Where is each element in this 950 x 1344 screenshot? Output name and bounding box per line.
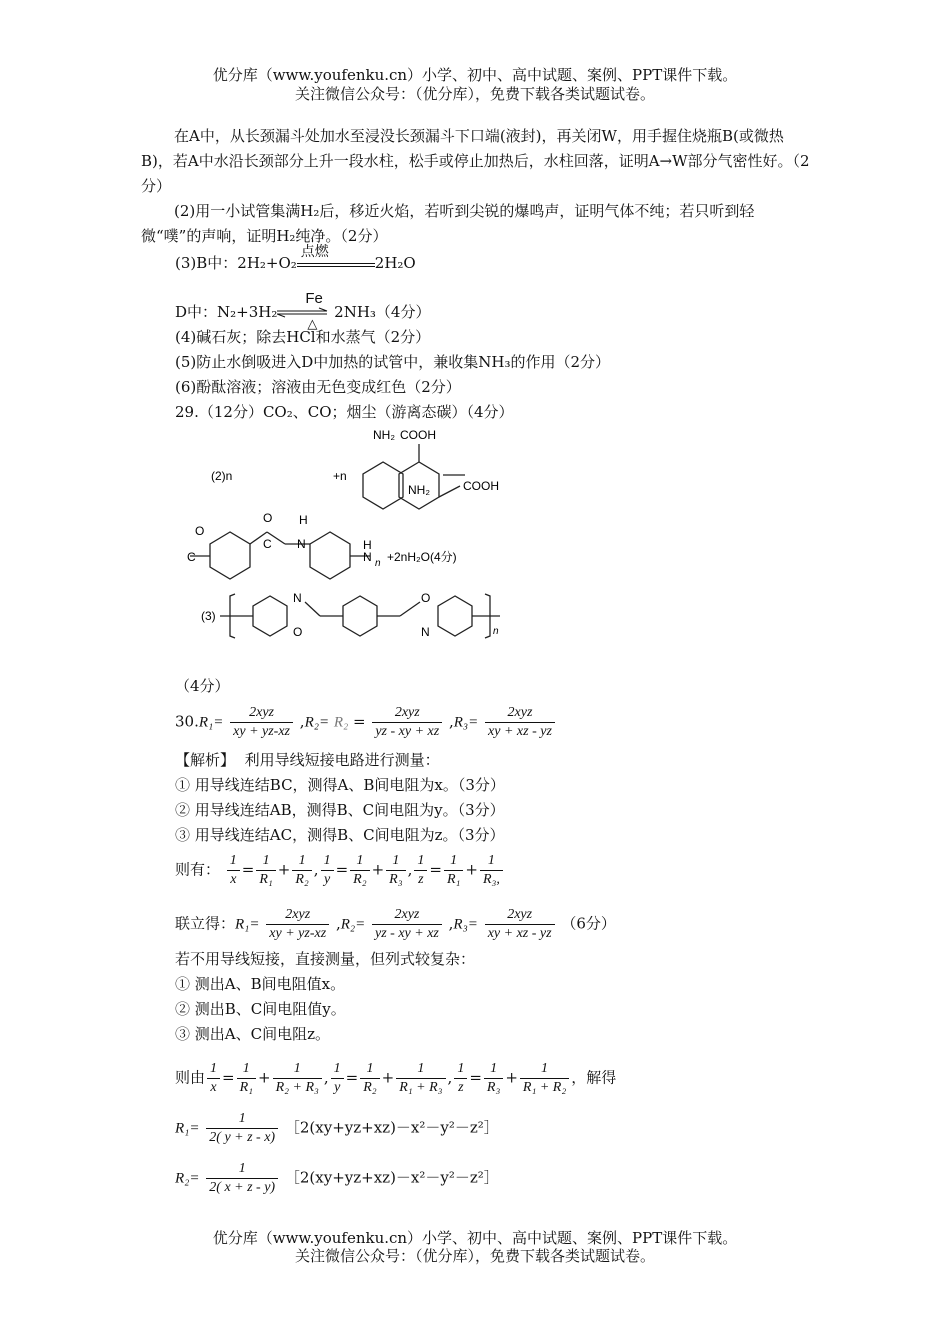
step-3: ③ 用导线连结AC，测得B、C间电阻为z。（3分） xyxy=(175,826,505,844)
q29-label-3: (3) xyxy=(201,609,216,623)
oxazole-o-right: O xyxy=(421,591,431,605)
header-line-2: 关注微信公众号：（优分库），免费下载各类试题试卷。 xyxy=(294,85,655,103)
then-equations: 则有： $\frac{1}{x}$ = $\frac{1}{\text{R₁}}$ + $\frac{1}{\text{R₂}}$ , $\frac{1}{y}$ = $\frac{1}{\text{R₂}}$ + $\frac{1}{\text{R₃}}$ , $\frac{1}{z}$ = $\frac{1}{\text{R₁}}$ + $\frac{1}{\text{R₃,}}$ xyxy=(175,852,505,889)
q28-paragraph-1: 在A中，从长颈漏斗处加水至浸没长颈漏斗下口端(液封)，再关闭W，用手握住烧瓶B(或微热B)，若A中水沿长颈部分上升一段水柱，松手或停止加热后，水柱回落，证明A→W部分气密性好。（2分） xyxy=(141,127,810,195)
amine-n: N xyxy=(363,550,372,564)
oxazole-n-right: N xyxy=(421,625,430,639)
nh2-side: NH₂ xyxy=(408,483,430,497)
eq-b-product: 2H₂O xyxy=(374,254,416,272)
amide-h: H xyxy=(299,513,308,527)
r2-bracket: ［2(xy+yz+xz)－x²－y²－z²］ xyxy=(284,1168,499,1187)
eq-b-reactants: (3)B中：2H₂+O₂ xyxy=(175,254,297,272)
then-label: 则有： xyxy=(175,860,221,879)
solved-label: ，解得 xyxy=(571,1068,617,1087)
eq-d-heat: △ xyxy=(307,317,318,332)
eq-d-product: 2NH₃（4分） xyxy=(334,303,431,321)
q30-label: 30. xyxy=(175,712,199,731)
footer-line-1: 优分库（www.youfenku.cn）小学、初中、高中试题、案例、PPT课件下载。 xyxy=(212,1229,738,1247)
r1-bracket: ［2(xy+yz+xz)－x²－y²－z²］ xyxy=(284,1118,499,1137)
carbon-c-2: C xyxy=(263,537,272,551)
r1-general: R₁= $\frac{1}{2( y + z - x)}$ ［2(xy+yz+xz)－x²－y²－z²］ xyxy=(175,1111,499,1145)
q28-equation-d xyxy=(175,290,431,332)
amine-h: H xyxy=(363,538,372,552)
water-byproduct: +2nH₂O(4分) xyxy=(387,550,457,564)
q28-answer-4: (4)碱石灰；除去HCl和水蒸气（2分） xyxy=(175,328,431,346)
q28-equation-b xyxy=(175,244,416,273)
analysis-text: 利用导线短接电路进行测量： xyxy=(244,751,440,769)
analysis-title: 【解析】 xyxy=(175,751,236,769)
amide-n: N xyxy=(297,537,306,551)
measure-3: ③ 测出A、C间电阻z。 xyxy=(175,1025,330,1043)
cooh-top: COOH xyxy=(400,428,436,442)
step-1: ① 用导线连结BC，测得A、B间电阻为x。（3分） xyxy=(175,776,505,794)
r3-label: R₃= xyxy=(453,714,479,731)
q29-structure-diagram xyxy=(175,424,515,682)
carbonyl-o-2: O xyxy=(263,511,273,525)
r2-repeat: R₂ xyxy=(333,714,349,731)
plus-n: +n xyxy=(333,469,347,483)
measure-1: ① 测出A、B间电阻值x。 xyxy=(175,975,346,993)
q28-answer-6: (6)酚酞溶液；溶液由无色变成红色（2分） xyxy=(175,378,461,396)
r1-fraction: $\frac{\text{2xyz}}{xy + yz-xz}$ xyxy=(230,704,293,741)
r1-label: R₁= xyxy=(198,714,224,731)
cooh-side: COOH xyxy=(463,479,499,493)
polymer-subscript-n-2: n xyxy=(493,626,499,637)
r3-fraction: $\frac{\text{2xyz}}{xy + xz - yz}$ xyxy=(485,704,555,741)
reversible-arrow-icon xyxy=(277,307,329,319)
r2-fraction: $\frac{\text{2xyz}}{yz - xy + xz}$ xyxy=(372,704,442,741)
r2-general: R₂= $\frac{1}{2( x + z - y)}$ ［2(xy+yz+xz)－x²－y²－z²］ xyxy=(175,1161,499,1195)
carbon-c-1: C xyxy=(187,550,196,564)
solve-line: 联立得：R₁= $\frac{\text{2xyz}}{xy + yz-xz}$ ,R₂= $\frac{\text{2xyz}}{yz - xy + xz}$ ,R₃= $\frac{\text{2xyz}}{xy + xz - yz}$ （6分） xyxy=(175,907,616,941)
oxazole-n-left: N xyxy=(293,591,302,605)
eq-b-condition: 点燃 xyxy=(300,244,329,260)
then2-label: 则由 xyxy=(175,1068,206,1087)
step-2: ② 用导线连结AB，测得B、C间电阻为y。（3分） xyxy=(175,801,505,819)
analysis-line xyxy=(175,750,440,770)
q29-label-2n: (2)n xyxy=(211,469,233,483)
then-equations-2: 则由 $\frac{1}{x}$ = $\frac{1}{\text{R₁}}$ + $\frac{1}{\text{R₂ + R₃}}$ , $\frac{1}{y}$ = $\frac{1}{\text{R₂}}$ + $\frac{1}{\text{R₁ + R₃}}$ , $\frac{1}{z}$ = $\frac{1}{\text{R₃}}$ + $\frac{1}{\text{R₁ + R₂}}$ ，解得 xyxy=(175,1061,617,1095)
q29-score: （4分） xyxy=(175,677,230,695)
eq-d-reactants: D中：N₂+3H₂ xyxy=(175,303,278,321)
carbonyl-o-1: O xyxy=(195,524,205,538)
oxazole-o-left: O xyxy=(293,625,303,639)
nh2-top: NH₂ xyxy=(373,428,395,442)
q28-answer-5: (5)防止水倒吸进入D中加热的试管中，兼收集NH₃的作用（2分） xyxy=(175,353,611,371)
r2-label: R₂= xyxy=(304,714,330,731)
solve-label: 联立得： xyxy=(175,914,236,933)
q28-paragraph-2: (2)用一小试管集满H₂后，移近火焰，若听到尖锐的爆鸣声，证明气体不纯；若只听到轻微“噗”的声响，证明H₂纯净。（2分） xyxy=(141,202,755,245)
q30-answer: 30.R₁= $\frac{\text{2xyz}}{xy + yz-xz}$ ,R₂= R₂ = $\frac{\text{2xyz}}{yz - xy + xz}$ ,R₃= $\frac{\text{2xyz}}{xy + xz - yz}$ xyxy=(175,704,557,741)
q29-line-1: 29.（12分）CO₂、CO；烟尘（游离态碳）（4分） xyxy=(175,403,514,421)
header-line-1: 优分库（www.youfenku.cn）小学、初中、高中试题、案例、PPT课件下载。 xyxy=(212,66,738,84)
polymer-subscript-n: n xyxy=(375,558,381,569)
measure-2: ② 测出B、C间电阻值y。 xyxy=(175,1000,346,1018)
footer-line-2: 关注微信公众号：（优分库），免费下载各类试题试卷。 xyxy=(294,1247,655,1265)
eq-d-catalyst: Fe xyxy=(305,290,323,307)
score-6: （6分） xyxy=(561,914,616,933)
alt-method: 若不用导线短接，直接测量，但列式较复杂： xyxy=(175,950,476,968)
